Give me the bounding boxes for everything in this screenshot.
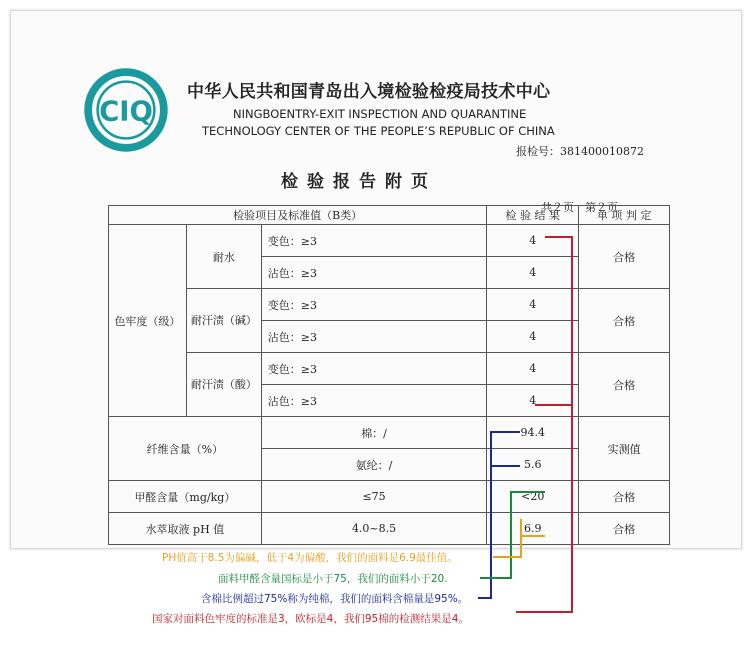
formaldehyde-label: 甲醛含量（mg/kg） — [109, 481, 262, 513]
table-row — [109, 417, 670, 449]
table-row — [109, 353, 670, 385]
inspection-table — [108, 205, 670, 545]
table-header-row — [109, 206, 670, 225]
verdict-cell: 实测值 — [579, 417, 670, 481]
result-cell: 6.9 — [487, 513, 579, 545]
item-cell: 沾色：≥3 — [261, 257, 487, 289]
fiber-label: 纤维含量（%） — [109, 417, 262, 481]
svg-text:CIQ: CIQ — [99, 95, 153, 128]
group-alkaline-sweat: 耐汗渍（碱） — [186, 289, 261, 353]
result-cell: 4 — [487, 321, 579, 353]
result-cell: 4 — [487, 257, 579, 289]
report-number: 报检号：381400010872 — [516, 145, 644, 158]
result-cell: 5.6 — [487, 449, 579, 481]
table-row — [109, 289, 670, 321]
item-cell: 变色：≥3 — [261, 289, 487, 321]
result-cell: 94.4 — [487, 417, 579, 449]
item-cell: 变色：≥3 — [261, 353, 487, 385]
report-heading: 检验报告附页 — [281, 172, 437, 192]
colorfastness-label: 色牢度（级） — [109, 225, 187, 417]
header-verdict: 单 项 判 定 — [579, 206, 670, 225]
table-row — [109, 225, 670, 257]
header-result: 检 验 结 果 — [487, 206, 579, 225]
verdict-cell: 合格 — [579, 225, 670, 289]
item-cell: 氨纶：/ — [261, 449, 487, 481]
page-count: 共２页 第２页 — [541, 201, 618, 214]
group-acid-sweat: 耐汗渍（酸） — [186, 353, 261, 417]
item-cell: 棉：/ — [261, 417, 487, 449]
result-cell: 4 — [487, 353, 579, 385]
result-cell: <20 — [487, 481, 579, 513]
result-cell: 4 — [487, 225, 579, 257]
result-cell: 4 — [487, 385, 579, 417]
verdict-cell: 合格 — [579, 289, 670, 353]
annotation-cotton: 含棉比例超过75%称为纯棉，我们的面料含棉量是95%。 — [201, 593, 469, 605]
item-cell: 沾色：≥3 — [261, 321, 487, 353]
group-water: 耐水 — [186, 225, 261, 289]
verdict-cell: 合格 — [579, 481, 670, 513]
annotation-formaldehyde: 面料甲醛含量国标是小于75，我们的面料小于20. — [218, 573, 448, 585]
item-cell: 4.0~8.5 — [261, 513, 487, 545]
ciq-logo — [83, 67, 169, 153]
center-name-en-line2: TECHNOLOGY CENTER OF THE PEOPLE’S REPUBLIC OF CHINA — [202, 124, 555, 138]
center-name-cn: 中华人民共和国青岛出入境检验检疫局技术中心 — [187, 82, 551, 102]
item-cell: ≤75 — [261, 481, 487, 513]
annotation-ph: PH值高于8.5为偏碱，低于4为偏酸，我们的面料是6.9最佳值。 — [162, 552, 458, 564]
table-row — [109, 481, 670, 513]
result-cell: 4 — [487, 289, 579, 321]
verdict-cell: 合格 — [579, 353, 670, 417]
item-cell: 沾色：≥3 — [261, 385, 487, 417]
table-row — [109, 513, 670, 545]
item-cell: 变色：≥3 — [261, 225, 487, 257]
header-items: 检验项目及标准值（B类） — [109, 206, 487, 225]
verdict-cell: 合格 — [579, 513, 670, 545]
annotation-colorfastness: 国家对面料色牢度的标准是3，欧标是4，我们95棉的检测结果是4。 — [152, 613, 469, 625]
ph-label: 水萃取液 pH 值 — [109, 513, 262, 545]
center-name-en-line1: NINGBOENTRY-EXIT INSPECTION AND QUARANTINE — [233, 107, 527, 121]
